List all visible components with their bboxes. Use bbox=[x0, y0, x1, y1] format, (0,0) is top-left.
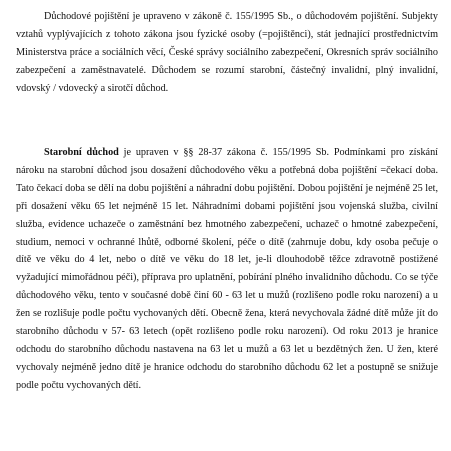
paragraph-2-term: Starobní důchod bbox=[44, 147, 119, 158]
document-page bbox=[16, 0, 438, 451]
paragraph-2-text: je upraven v §§ 28-37 zákona č. 155/1995 Sb. Podmínkami pro získání nároku na starobní důchod jsou dosažení důchodového věku a potřebná doba pojištění =čekací doba. Tato čekací doba se dělí na dobu pojištění a náhradní dobu pojištění. Dobou pojištění je nejméně 25 let, při dosažení věku 65 let nejméně 15 let. Náhradními dobami pojištění jsou vojenská služba, civilní služba, evidence uchazeče o zaměstnání bez hmotného zabezpečení, uchazeč o hmotné zabezpečení, studium, nemoci v ochranné lhůtě, odborné školení, péče o dítě (zahrnuje dobu, kdy osoba pečuje o dítě ve věku do 4 let, nebo o dítě ve věku do 18 let, je-li dlouhodobě těžce zdravotně postižené vyžadující mimořádnou péči), příprava pro uplatnění, pobírání plného invalidního důchodu. Co se týče důchodového věku, tento v současné době činí 60 - 63 let u mužů (rozlišeno podle roku narození) a u žen se rozlišuje podle počtu vychovaných dětí. Obecně žena, která nevychovala žádné dítě může jít do starobního důchodu v 57- 63 letech (opět rozlišeno podle roku narození). Od roku 2013 je hranice odchodu do starobního důchodu nastavena na 63 let u mužů a 63 let u bezdětných žen. U žen, které vychovaly nejméně jedno dítě je hranice odchodu do starobního důchodu 62 let a postupně se snižuje podle počtu vychovaných dětí. bbox=[16, 147, 438, 391]
paragraph-pension-insurance bbox=[16, 8, 438, 98]
paragraph-old-age-pension bbox=[16, 144, 438, 395]
paragraph-1-text: Důchodové pojištění je upraveno v zákoně č. 155/1995 Sb., o důchodovém pojištění. Subjekty vztahů vyplývajících z tohoto zákona jsou fyzické osoby (=pojištěnci), stát jednající prostřednictvím Ministerstva práce a sociálních věcí, České správy sociálního zabezpečení, Okresních správ sociálního zabezpečení a zaměstnavatelé. Důchodem se rozumí starobní, částečný invalidní, plný invalidní, vdovský / vdovecký a sirotčí důchod. bbox=[16, 11, 438, 94]
